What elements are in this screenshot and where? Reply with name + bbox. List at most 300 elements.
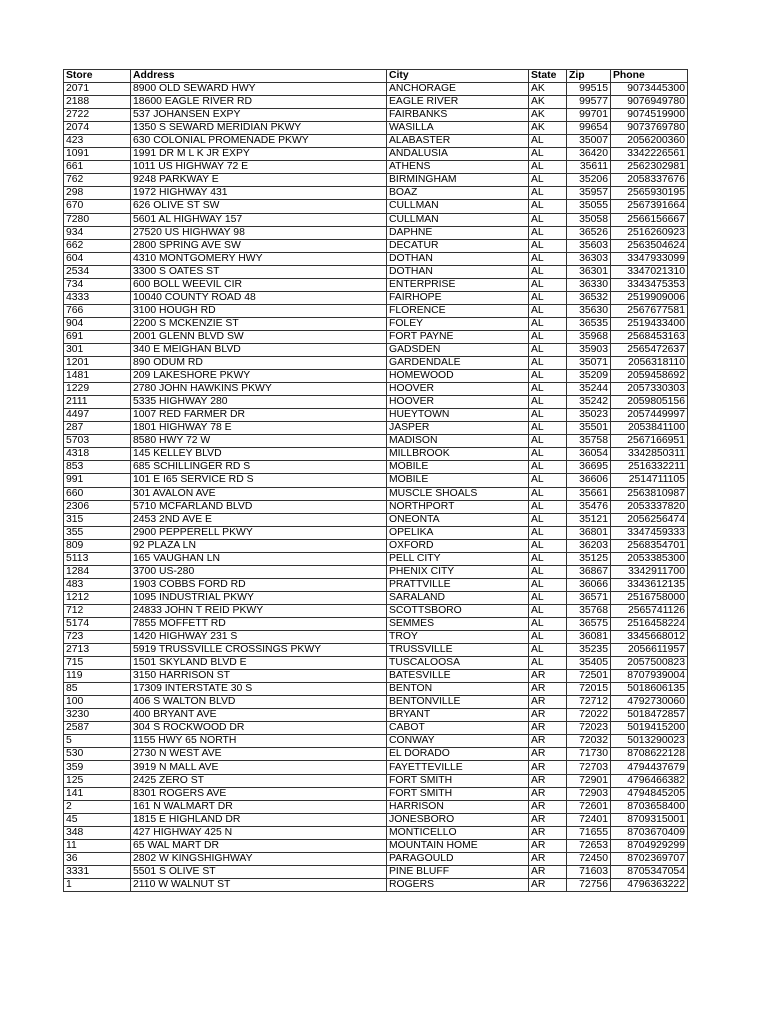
cell-address: 17309 INTERSTATE 30 S bbox=[131, 683, 387, 696]
cell-zip: 35244 bbox=[567, 383, 611, 396]
cell-zip: 36330 bbox=[567, 278, 611, 291]
cell-phone: 2056318110 bbox=[611, 357, 688, 370]
cell-state: AL bbox=[529, 500, 567, 513]
cell-store: 904 bbox=[64, 317, 131, 330]
cell-zip: 35603 bbox=[567, 239, 611, 252]
cell-city: OXFORD bbox=[387, 539, 529, 552]
cell-store: 85 bbox=[64, 683, 131, 696]
cell-phone: 2568354701 bbox=[611, 539, 688, 552]
header-row bbox=[64, 70, 688, 83]
table-row bbox=[64, 565, 688, 578]
cell-city: ANCHORAGE bbox=[387, 83, 529, 96]
cell-zip: 72653 bbox=[567, 839, 611, 852]
table-row bbox=[64, 357, 688, 370]
cell-store: 809 bbox=[64, 539, 131, 552]
cell-state: AL bbox=[529, 370, 567, 383]
cell-address: 161 N WALMART DR bbox=[131, 800, 387, 813]
cell-address: 1501 SKYLAND BLVD E bbox=[131, 657, 387, 670]
cell-state: AK bbox=[529, 122, 567, 135]
cell-zip: 99701 bbox=[567, 109, 611, 122]
cell-store: 853 bbox=[64, 461, 131, 474]
cell-phone: 2562302981 bbox=[611, 161, 688, 174]
table-row bbox=[64, 278, 688, 291]
table-row bbox=[64, 500, 688, 513]
cell-store: 660 bbox=[64, 487, 131, 500]
cell-city: ENTERPRISE bbox=[387, 278, 529, 291]
cell-phone: 8708622128 bbox=[611, 748, 688, 761]
cell-state: AL bbox=[529, 474, 567, 487]
cell-zip: 35071 bbox=[567, 357, 611, 370]
cell-store: 2587 bbox=[64, 722, 131, 735]
cell-state: AR bbox=[529, 839, 567, 852]
table-row bbox=[64, 96, 688, 109]
table-row bbox=[64, 552, 688, 565]
cell-zip: 35055 bbox=[567, 200, 611, 213]
cell-city: DAPHNE bbox=[387, 226, 529, 239]
cell-phone: 2053337820 bbox=[611, 500, 688, 513]
cell-phone: 2056611957 bbox=[611, 644, 688, 657]
cell-address: 5501 S OLIVE ST bbox=[131, 865, 387, 878]
cell-phone: 3345668012 bbox=[611, 631, 688, 644]
cell-address: 209 LAKESHORE PKWY bbox=[131, 370, 387, 383]
header-state: State bbox=[529, 70, 567, 83]
cell-address: 8301 ROGERS AVE bbox=[131, 787, 387, 800]
cell-address: 145 KELLEY BLVD bbox=[131, 448, 387, 461]
cell-phone: 8702369707 bbox=[611, 852, 688, 865]
cell-state: AL bbox=[529, 513, 567, 526]
cell-phone: 2566156667 bbox=[611, 213, 688, 226]
cell-state: AL bbox=[529, 396, 567, 409]
cell-state: AR bbox=[529, 865, 567, 878]
cell-state: AK bbox=[529, 83, 567, 96]
cell-phone: 4794437679 bbox=[611, 761, 688, 774]
cell-phone: 2059458692 bbox=[611, 370, 688, 383]
cell-address: 8900 OLD SEWARD HWY bbox=[131, 83, 387, 96]
cell-state: AR bbox=[529, 774, 567, 787]
cell-address: 2110 W WALNUT ST bbox=[131, 878, 387, 891]
cell-zip: 35611 bbox=[567, 161, 611, 174]
cell-address: 685 SCHILLINGER RD S bbox=[131, 461, 387, 474]
table-row bbox=[64, 330, 688, 343]
table-row bbox=[64, 604, 688, 617]
table-row bbox=[64, 109, 688, 122]
cell-zip: 71603 bbox=[567, 865, 611, 878]
cell-state: AL bbox=[529, 461, 567, 474]
cell-state: AL bbox=[529, 343, 567, 356]
cell-store: 734 bbox=[64, 278, 131, 291]
cell-address: 1007 RED FARMER DR bbox=[131, 409, 387, 422]
cell-store: 4333 bbox=[64, 291, 131, 304]
cell-phone: 2057500823 bbox=[611, 657, 688, 670]
table-row bbox=[64, 122, 688, 135]
cell-city: FOLEY bbox=[387, 317, 529, 330]
cell-phone: 2519909006 bbox=[611, 291, 688, 304]
cell-city: HOOVER bbox=[387, 396, 529, 409]
cell-state: AL bbox=[529, 213, 567, 226]
cell-zip: 72450 bbox=[567, 852, 611, 865]
cell-address: 3700 US-280 bbox=[131, 565, 387, 578]
cell-state: AR bbox=[529, 787, 567, 800]
cell-zip: 36303 bbox=[567, 252, 611, 265]
cell-address: 3300 S OATES ST bbox=[131, 265, 387, 278]
cell-address: 18600 EAGLE RIVER RD bbox=[131, 96, 387, 109]
cell-store: 355 bbox=[64, 526, 131, 539]
cell-phone: 3342911700 bbox=[611, 565, 688, 578]
cell-phone: 2514711105 bbox=[611, 474, 688, 487]
cell-city: PELL CITY bbox=[387, 552, 529, 565]
cell-city: FAYETTEVILLE bbox=[387, 761, 529, 774]
table-row bbox=[64, 174, 688, 187]
table-row bbox=[64, 578, 688, 591]
table-row bbox=[64, 487, 688, 500]
cell-address: 24833 JOHN T REID PKWY bbox=[131, 604, 387, 617]
cell-phone: 4796363222 bbox=[611, 878, 688, 891]
cell-address: 2780 JOHN HAWKINS PKWY bbox=[131, 383, 387, 396]
cell-zip: 72032 bbox=[567, 735, 611, 748]
cell-city: FAIRBANKS bbox=[387, 109, 529, 122]
cell-city: FLORENCE bbox=[387, 304, 529, 317]
cell-address: 5335 HIGHWAY 280 bbox=[131, 396, 387, 409]
cell-zip: 36203 bbox=[567, 539, 611, 552]
cell-phone: 3347459333 bbox=[611, 526, 688, 539]
cell-address: 27520 US HIGHWAY 98 bbox=[131, 226, 387, 239]
cell-store: 423 bbox=[64, 135, 131, 148]
cell-state: AR bbox=[529, 735, 567, 748]
cell-store: 530 bbox=[64, 748, 131, 761]
cell-address: 406 S WALTON BLVD bbox=[131, 696, 387, 709]
table-row bbox=[64, 343, 688, 356]
cell-phone: 4794845205 bbox=[611, 787, 688, 800]
cell-address: 1815 E HIGHLAND DR bbox=[131, 813, 387, 826]
cell-address: 1350 S SEWARD MERIDIAN PKWY bbox=[131, 122, 387, 135]
cell-phone: 4796466382 bbox=[611, 774, 688, 787]
cell-phone: 8703658400 bbox=[611, 800, 688, 813]
cell-address: 7855 MOFFETT RD bbox=[131, 617, 387, 630]
cell-city: BRYANT bbox=[387, 709, 529, 722]
cell-city: FORT SMITH bbox=[387, 774, 529, 787]
cell-city: CONWAY bbox=[387, 735, 529, 748]
cell-city: SARALAND bbox=[387, 591, 529, 604]
cell-zip: 72501 bbox=[567, 670, 611, 683]
cell-store: 119 bbox=[64, 670, 131, 683]
cell-state: AL bbox=[529, 448, 567, 461]
table-row bbox=[64, 722, 688, 735]
cell-state: AL bbox=[529, 174, 567, 187]
cell-state: AL bbox=[529, 200, 567, 213]
cell-store: 1091 bbox=[64, 148, 131, 161]
cell-address: 2730 N WEST AVE bbox=[131, 748, 387, 761]
cell-store: 125 bbox=[64, 774, 131, 787]
cell-phone: 9076949780 bbox=[611, 96, 688, 109]
cell-phone: 2565472637 bbox=[611, 343, 688, 356]
cell-address: 9248 PARKWAY E bbox=[131, 174, 387, 187]
table-row bbox=[64, 696, 688, 709]
cell-phone: 2563504624 bbox=[611, 239, 688, 252]
table-row bbox=[64, 83, 688, 96]
cell-store: 1 bbox=[64, 878, 131, 891]
cell-zip: 36575 bbox=[567, 617, 611, 630]
cell-city: FORT PAYNE bbox=[387, 330, 529, 343]
cell-store: 661 bbox=[64, 161, 131, 174]
cell-phone: 5018472857 bbox=[611, 709, 688, 722]
cell-city: DOTHAN bbox=[387, 265, 529, 278]
cell-state: AR bbox=[529, 670, 567, 683]
cell-state: AL bbox=[529, 135, 567, 148]
table-body bbox=[64, 83, 688, 892]
cell-state: AL bbox=[529, 657, 567, 670]
cell-phone: 8704929299 bbox=[611, 839, 688, 852]
cell-state: AL bbox=[529, 487, 567, 500]
cell-zip: 36535 bbox=[567, 317, 611, 330]
cell-zip: 72022 bbox=[567, 709, 611, 722]
cell-city: ALABASTER bbox=[387, 135, 529, 148]
cell-city: PHENIX CITY bbox=[387, 565, 529, 578]
cell-state: AL bbox=[529, 317, 567, 330]
cell-store: 36 bbox=[64, 852, 131, 865]
cell-zip: 35903 bbox=[567, 343, 611, 356]
cell-state: AK bbox=[529, 109, 567, 122]
cell-phone: 5019415200 bbox=[611, 722, 688, 735]
table-row bbox=[64, 435, 688, 448]
cell-state: AR bbox=[529, 683, 567, 696]
cell-phone: 5018606135 bbox=[611, 683, 688, 696]
cell-phone: 9073445300 bbox=[611, 83, 688, 96]
cell-address: 92 PLAZA LN bbox=[131, 539, 387, 552]
table-row bbox=[64, 213, 688, 226]
table-row bbox=[64, 787, 688, 800]
cell-state: AR bbox=[529, 748, 567, 761]
cell-store: 2071 bbox=[64, 83, 131, 96]
cell-zip: 35007 bbox=[567, 135, 611, 148]
cell-store: 3230 bbox=[64, 709, 131, 722]
cell-zip: 99577 bbox=[567, 96, 611, 109]
cell-phone: 2057330303 bbox=[611, 383, 688, 396]
cell-store: 4497 bbox=[64, 409, 131, 422]
cell-zip: 35758 bbox=[567, 435, 611, 448]
cell-phone: 3342226561 bbox=[611, 148, 688, 161]
cell-city: GADSDEN bbox=[387, 343, 529, 356]
cell-address: 304 S ROCKWOOD DR bbox=[131, 722, 387, 735]
cell-city: MILLBROOK bbox=[387, 448, 529, 461]
cell-city: ATHENS bbox=[387, 161, 529, 174]
cell-address: 101 E I65 SERVICE RD S bbox=[131, 474, 387, 487]
cell-store: 604 bbox=[64, 252, 131, 265]
cell-address: 1972 HIGHWAY 431 bbox=[131, 187, 387, 200]
cell-city: SCOTTSBORO bbox=[387, 604, 529, 617]
cell-address: 5601 AL HIGHWAY 157 bbox=[131, 213, 387, 226]
table-row bbox=[64, 448, 688, 461]
cell-zip: 72903 bbox=[567, 787, 611, 800]
table-row bbox=[64, 774, 688, 787]
table-row bbox=[64, 148, 688, 161]
table-row bbox=[64, 826, 688, 839]
cell-store: 5113 bbox=[64, 552, 131, 565]
cell-phone: 2567166951 bbox=[611, 435, 688, 448]
table-row bbox=[64, 461, 688, 474]
cell-address: 400 BRYANT AVE bbox=[131, 709, 387, 722]
cell-zip: 36526 bbox=[567, 226, 611, 239]
cell-phone: 2565930195 bbox=[611, 187, 688, 200]
cell-city: TROY bbox=[387, 631, 529, 644]
cell-city: HOMEWOOD bbox=[387, 370, 529, 383]
cell-store: 359 bbox=[64, 761, 131, 774]
cell-address: 537 JOHANSEN EXPY bbox=[131, 109, 387, 122]
cell-store: 7280 bbox=[64, 213, 131, 226]
cell-state: AR bbox=[529, 852, 567, 865]
table-row bbox=[64, 800, 688, 813]
cell-zip: 35405 bbox=[567, 657, 611, 670]
cell-city: HARRISON bbox=[387, 800, 529, 813]
table-row bbox=[64, 657, 688, 670]
cell-zip: 71655 bbox=[567, 826, 611, 839]
header-store: Store bbox=[64, 70, 131, 83]
cell-city: MONTICELLO bbox=[387, 826, 529, 839]
cell-city: PINE BLUFF bbox=[387, 865, 529, 878]
cell-phone: 8705347054 bbox=[611, 865, 688, 878]
cell-address: 3919 N MALL AVE bbox=[131, 761, 387, 774]
cell-store: 483 bbox=[64, 578, 131, 591]
cell-store: 287 bbox=[64, 422, 131, 435]
cell-address: 65 WAL MART DR bbox=[131, 839, 387, 852]
cell-phone: 2567677581 bbox=[611, 304, 688, 317]
cell-store: 301 bbox=[64, 343, 131, 356]
table-row bbox=[64, 683, 688, 696]
cell-address: 1095 INDUSTRIAL PKWY bbox=[131, 591, 387, 604]
cell-zip: 35968 bbox=[567, 330, 611, 343]
cell-state: AL bbox=[529, 409, 567, 422]
cell-address: 1801 HIGHWAY 78 E bbox=[131, 422, 387, 435]
cell-address: 340 E MEIGHAN BLVD bbox=[131, 343, 387, 356]
table-row bbox=[64, 265, 688, 278]
cell-address: 10040 COUNTY ROAD 48 bbox=[131, 291, 387, 304]
cell-store: 4318 bbox=[64, 448, 131, 461]
cell-address: 2425 ZERO ST bbox=[131, 774, 387, 787]
cell-store: 2111 bbox=[64, 396, 131, 409]
cell-state: AL bbox=[529, 187, 567, 200]
cell-state: AL bbox=[529, 330, 567, 343]
cell-store: 762 bbox=[64, 174, 131, 187]
cell-address: 2453 2ND AVE E bbox=[131, 513, 387, 526]
cell-zip: 35768 bbox=[567, 604, 611, 617]
cell-store: 315 bbox=[64, 513, 131, 526]
cell-zip: 72023 bbox=[567, 722, 611, 735]
cell-city: BENTON bbox=[387, 683, 529, 696]
cell-store: 5174 bbox=[64, 617, 131, 630]
cell-city: MUSCLE SHOALS bbox=[387, 487, 529, 500]
cell-phone: 2519433400 bbox=[611, 317, 688, 330]
table-row bbox=[64, 644, 688, 657]
cell-address: 301 AVALON AVE bbox=[131, 487, 387, 500]
table-row bbox=[64, 591, 688, 604]
cell-store: 1212 bbox=[64, 591, 131, 604]
cell-state: AK bbox=[529, 96, 567, 109]
cell-state: AL bbox=[529, 552, 567, 565]
table-row bbox=[64, 813, 688, 826]
table-row bbox=[64, 291, 688, 304]
cell-zip: 35206 bbox=[567, 174, 611, 187]
cell-city: MADISON bbox=[387, 435, 529, 448]
cell-address: 8580 HWY 72 W bbox=[131, 435, 387, 448]
cell-address: 1155 HWY 65 NORTH bbox=[131, 735, 387, 748]
cell-address: 1903 COBBS FORD RD bbox=[131, 578, 387, 591]
cell-phone: 2057449997 bbox=[611, 409, 688, 422]
cell-zip: 36081 bbox=[567, 631, 611, 644]
table-row bbox=[64, 839, 688, 852]
cell-zip: 35501 bbox=[567, 422, 611, 435]
cell-store: 45 bbox=[64, 813, 131, 826]
cell-state: AR bbox=[529, 722, 567, 735]
cell-store: 2306 bbox=[64, 500, 131, 513]
cell-phone: 3343612135 bbox=[611, 578, 688, 591]
cell-zip: 35023 bbox=[567, 409, 611, 422]
cell-store: 1481 bbox=[64, 370, 131, 383]
cell-zip: 36571 bbox=[567, 591, 611, 604]
cell-address: 630 COLONIAL PROMENADE PKWY bbox=[131, 135, 387, 148]
cell-phone: 2516260923 bbox=[611, 226, 688, 239]
cell-state: AR bbox=[529, 878, 567, 891]
cell-city: MOBILE bbox=[387, 474, 529, 487]
cell-state: AL bbox=[529, 304, 567, 317]
cell-city: HUEYTOWN bbox=[387, 409, 529, 422]
cell-state: AL bbox=[529, 644, 567, 657]
cell-state: AL bbox=[529, 617, 567, 630]
cell-phone: 2516458224 bbox=[611, 617, 688, 630]
table-row bbox=[64, 513, 688, 526]
table-row bbox=[64, 474, 688, 487]
cell-store: 100 bbox=[64, 696, 131, 709]
table-row bbox=[64, 761, 688, 774]
cell-city: BOAZ bbox=[387, 187, 529, 200]
cell-store: 11 bbox=[64, 839, 131, 852]
cell-address: 2001 GLENN BLVD SW bbox=[131, 330, 387, 343]
table-row bbox=[64, 617, 688, 630]
cell-zip: 35058 bbox=[567, 213, 611, 226]
cell-phone: 2568453163 bbox=[611, 330, 688, 343]
cell-address: 2802 W KINGSHIGHWAY bbox=[131, 852, 387, 865]
cell-state: AR bbox=[529, 813, 567, 826]
cell-city: BATESVILLE bbox=[387, 670, 529, 683]
table-row bbox=[64, 317, 688, 330]
cell-state: AL bbox=[529, 526, 567, 539]
cell-phone: 8709315001 bbox=[611, 813, 688, 826]
cell-zip: 72756 bbox=[567, 878, 611, 891]
table-row bbox=[64, 239, 688, 252]
cell-address: 1011 US HIGHWAY 72 E bbox=[131, 161, 387, 174]
cell-zip: 35957 bbox=[567, 187, 611, 200]
cell-zip: 36867 bbox=[567, 565, 611, 578]
cell-state: AL bbox=[529, 357, 567, 370]
cell-zip: 36066 bbox=[567, 578, 611, 591]
cell-city: GARDENDALE bbox=[387, 357, 529, 370]
cell-zip: 35235 bbox=[567, 644, 611, 657]
cell-store: 715 bbox=[64, 657, 131, 670]
cell-store: 298 bbox=[64, 187, 131, 200]
cell-address: 3100 HOUGH RD bbox=[131, 304, 387, 317]
cell-store: 348 bbox=[64, 826, 131, 839]
table-row bbox=[64, 709, 688, 722]
cell-phone: 4792730060 bbox=[611, 696, 688, 709]
header-phone: Phone bbox=[611, 70, 688, 83]
cell-state: AL bbox=[529, 291, 567, 304]
cell-phone: 2056200360 bbox=[611, 135, 688, 148]
cell-store: 5703 bbox=[64, 435, 131, 448]
cell-address: 600 BOLL WEEVIL CIR bbox=[131, 278, 387, 291]
cell-zip: 35242 bbox=[567, 396, 611, 409]
cell-state: AL bbox=[529, 435, 567, 448]
cell-store: 934 bbox=[64, 226, 131, 239]
cell-store: 723 bbox=[64, 631, 131, 644]
cell-zip: 36695 bbox=[567, 461, 611, 474]
